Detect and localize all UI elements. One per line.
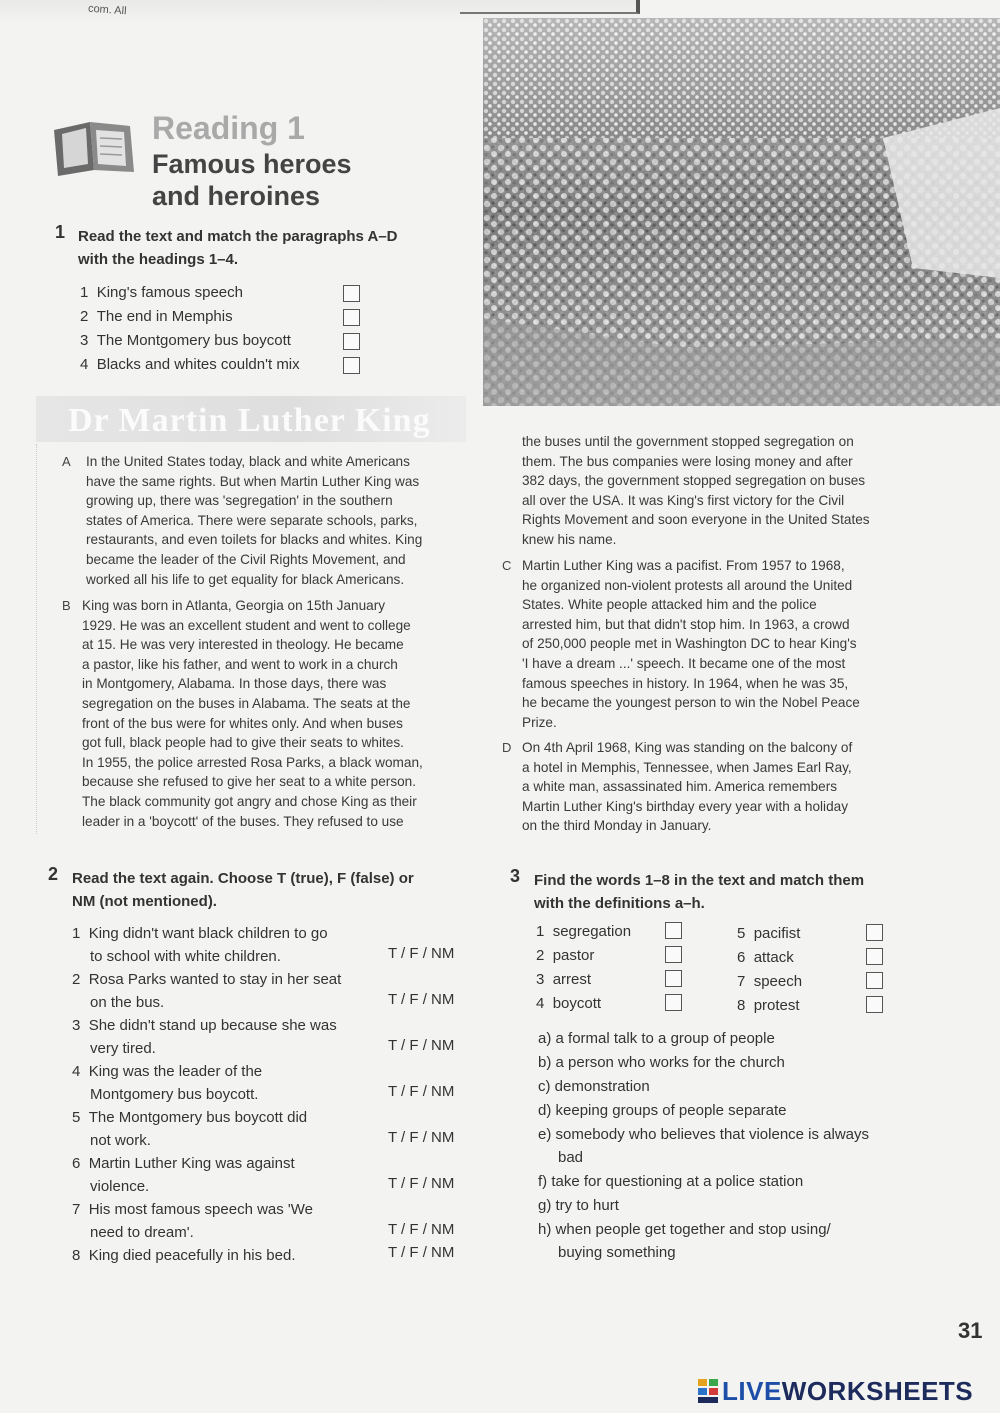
paragraph-line: 1929. He was an excellent student and went to college [82, 617, 411, 633]
exercise-2-instruction-line-2: NM (not mentioned). [72, 893, 217, 910]
answer-box[interactable] [665, 994, 682, 1011]
logo-prefix: LIVE [722, 1375, 782, 1406]
crowd-photo-graphic [483, 18, 1000, 406]
paragraph-a [86, 452, 476, 589]
paragraph-letter: C [502, 558, 512, 573]
page-number: 31 [958, 1318, 983, 1343]
item-text: Blacks and whites couldn't mix [96, 356, 300, 373]
exercise-2-number: 2 [48, 864, 59, 884]
answer-box[interactable] [343, 333, 360, 350]
definition-text: take for questioning at a police station [551, 1173, 804, 1190]
item-text-cont: to school with white children. [90, 948, 281, 965]
paragraph-letter: D [502, 740, 512, 755]
definition-item [538, 1123, 938, 1169]
top-url-fragment: com. All [87, 2, 127, 18]
item-text-cont: need to dream'. [90, 1224, 194, 1241]
answer-box[interactable] [665, 946, 682, 963]
logo-suffix: WORKSHEETS [781, 1375, 974, 1406]
scan-edge-line [460, 0, 640, 14]
paragraph-c [522, 556, 922, 732]
exercise-1-number: 1 [55, 222, 66, 242]
paragraph-line: arrested him, but that didn't stop him. In 1963, a crowd [522, 616, 850, 632]
item-number: 3 [72, 1017, 81, 1034]
answer-box[interactable] [866, 948, 883, 965]
item-text-cont: Montgomery bus boycott. [90, 1086, 259, 1103]
word: pastor [552, 947, 595, 964]
tf-options[interactable]: T / F / NM [388, 1129, 455, 1146]
title-line-2: and heroines [152, 181, 321, 211]
item-number: 5 [72, 1109, 81, 1126]
answer-box[interactable] [665, 922, 682, 939]
exercise-1-item [80, 284, 243, 301]
definition-text: a formal talk to a group of people [555, 1030, 775, 1047]
word: attack [753, 949, 794, 966]
definition-letter: d) [538, 1102, 552, 1119]
paragraph-letter: B [62, 598, 71, 613]
exercise-1-instruction [78, 225, 398, 271]
paragraph-letter: A [62, 454, 71, 469]
paragraph-line: Martin Luther King was a pacifist. From 1957 to 1968, [522, 558, 845, 573]
word-item [536, 995, 601, 1012]
word-item [737, 925, 800, 942]
exercise-3-number: 3 [510, 866, 521, 886]
definition-letter: a) [538, 1030, 552, 1047]
paragraph-line: them. The bus companies were losing money and after [522, 453, 853, 469]
paragraph-line: states of America. There were separate schools, parks, [86, 512, 418, 528]
paragraph-line: he organized non-violent protests all around the United [522, 577, 853, 593]
definition-item [538, 1170, 938, 1193]
paragraph-line: In the United States today, black and white Americans [86, 454, 410, 469]
paragraph-line: On 4th April 1968, King was standing on the balcony of [522, 740, 853, 755]
definition-text: a person who works for the church [555, 1054, 785, 1071]
item-text-cont: not work. [90, 1132, 151, 1149]
item-text: She didn't stand up because she was [88, 1017, 337, 1034]
definition-letter: g) [538, 1197, 552, 1214]
exercise-3-instruction-line-1: Find the words 1–8 in the text and match them [534, 872, 865, 889]
tf-options[interactable]: T / F / NM [388, 1221, 455, 1238]
exercise-1-item [80, 308, 233, 325]
exercise-1-item [80, 332, 291, 349]
word-item [536, 923, 631, 940]
liveworksheets-logo [698, 1376, 973, 1406]
tf-item [72, 1152, 295, 1198]
paragraph-line: on the third Monday in January. [522, 818, 712, 834]
definition-letter: b) [538, 1054, 552, 1071]
item-number: 6 [737, 949, 746, 966]
item-number: 7 [737, 973, 746, 990]
exercise-1-instruction-line-1: Read the text and match the paragraphs A–D [78, 228, 398, 245]
definition-text-cont: buying something [558, 1244, 676, 1261]
tf-options[interactable]: T / F / NM [388, 1244, 455, 1261]
definition-letter: h) [538, 1221, 552, 1238]
word-item [737, 997, 800, 1014]
title-line-1: Famous heroes [152, 149, 352, 179]
item-number: 2 [80, 308, 89, 325]
item-text-cont: on the bus. [90, 994, 165, 1011]
paragraph-line: States. White people attacked him and the police [522, 597, 817, 613]
answer-box[interactable] [343, 357, 360, 374]
item-number: 8 [737, 997, 746, 1014]
definition-item [538, 1194, 938, 1217]
logo-icon [698, 1379, 718, 1403]
paragraph-line: all over the USA. It was King's first victory for the Civil [522, 492, 845, 508]
tf-item [72, 1244, 296, 1267]
paragraph-b [82, 596, 476, 831]
paragraph-line: 'I have a dream ...' speech. It became one of the most [522, 655, 846, 671]
definition-item [538, 1099, 938, 1122]
exercise-2-instruction-line-1: Read the text again. Choose T (true), F (false) or [72, 870, 414, 887]
word-item [737, 973, 802, 990]
tf-options[interactable]: T / F / NM [388, 991, 455, 1008]
exercise-3-instruction [534, 869, 864, 915]
exercise-1-instruction-line-2: with the headings 1–4. [78, 251, 239, 268]
answer-box[interactable] [866, 924, 883, 941]
crowd-photo [483, 18, 1000, 406]
logo-text [722, 1376, 973, 1407]
paragraph-line: front of the bus were for whites only. And when buses [82, 715, 403, 731]
margin-rule [36, 444, 44, 834]
item-text-cont: violence. [90, 1178, 150, 1195]
item-number: 1 [72, 925, 81, 942]
item-text: Martin Luther King was against [88, 1155, 295, 1172]
paragraph-line: a pastor, like his father, and went to work in a church [82, 656, 398, 672]
tf-item [72, 1106, 307, 1152]
word: protest [753, 997, 800, 1014]
word: arrest [552, 971, 592, 988]
word: speech [753, 973, 803, 990]
paragraph-line: restaurants, and even toilets for blacks and whites. King [86, 532, 423, 548]
tf-item [72, 1014, 337, 1060]
item-number: 4 [536, 995, 545, 1012]
paragraph-line: got full, black people had to give their seats to whites. [82, 735, 404, 751]
tf-item [72, 1198, 313, 1244]
paragraph-line: 382 days, the government stopped segregation on buses [522, 473, 866, 489]
paragraph-line: he became the youngest person to win the Nobel Peace [522, 695, 860, 711]
tf-options[interactable]: T / F / NM [388, 1037, 455, 1054]
item-number: 1 [536, 923, 545, 940]
item-text: King didn't want black children to go [88, 925, 328, 942]
paragraph-line: Prize. [522, 714, 557, 730]
paragraph-line: of 250,000 people met in Washington DC to hear King's [522, 636, 857, 652]
answer-box[interactable] [343, 285, 360, 302]
word: boycott [552, 995, 602, 1012]
item-number: 2 [536, 947, 545, 964]
tf-item [72, 968, 341, 1014]
item-text: King died peacefully in his bed. [88, 1247, 296, 1264]
item-text: The Montgomery bus boycott did [88, 1109, 308, 1126]
definition-item [538, 1051, 938, 1074]
paragraph-line: famous speeches in history. In 1964, when he was 35, [522, 675, 849, 691]
exercise-1-item [80, 356, 300, 373]
answer-box[interactable] [866, 996, 883, 1013]
definition-text: try to hurt [555, 1197, 619, 1214]
item-number: 4 [72, 1063, 81, 1080]
tf-item [72, 922, 328, 968]
paragraph-line: the buses until the government stopped segregation on [522, 434, 854, 449]
definition-item [538, 1218, 938, 1264]
tf-options[interactable]: T / F / NM [388, 1175, 455, 1192]
item-text: His most famous speech was 'We [88, 1201, 314, 1218]
paragraph-d [522, 738, 922, 836]
paragraph-line: a white man, assassinated him. America remembers [522, 779, 838, 795]
answer-box[interactable] [343, 309, 360, 326]
item-number: 3 [80, 332, 89, 349]
item-number: 1 [80, 284, 89, 301]
page-title [152, 148, 452, 212]
definition-item [538, 1075, 938, 1098]
paragraph-line: Rights Movement and soon everyone in the United States [522, 512, 870, 528]
item-text: The end in Memphis [96, 308, 233, 325]
paragraph-line: because she refused to give her seat to a white person. [82, 774, 417, 790]
paragraph-line: have the same rights. But when Martin Luther King was [86, 473, 420, 489]
paragraph-line: The black community got angry and chose King as their [82, 793, 417, 809]
paragraph-line: worked all his life to get equality for black Americans. [86, 571, 405, 587]
item-number: 6 [72, 1155, 81, 1172]
item-number: 2 [72, 971, 81, 988]
paragraph-line: growing up, there was 'segregation' in the southern [86, 493, 393, 509]
definition-text-cont: bad [558, 1149, 584, 1166]
word-item [536, 947, 594, 964]
paragraph-line: at 15. He was very interested in theology. He became [82, 637, 404, 653]
definition-text: when people get together and stop using/ [555, 1221, 831, 1238]
definition-text: somebody who believes that violence is always [555, 1126, 870, 1143]
word-item [737, 949, 794, 966]
exercise-2-instruction [72, 867, 414, 913]
word-item [536, 971, 591, 988]
word: segregation [552, 923, 632, 940]
definition-item [538, 1027, 938, 1050]
paragraph-b-continued [522, 432, 922, 550]
item-number: 4 [80, 356, 89, 373]
paragraph-line: knew his name. [522, 531, 617, 547]
paragraph-line: became the leader of the Civil Rights Movement, and [86, 551, 406, 567]
definition-text: demonstration [554, 1078, 650, 1095]
article-title: Dr Martin Luther King [68, 402, 431, 439]
paragraph-line: Martin Luther King's birthday every year with a holiday [522, 798, 848, 814]
item-number: 8 [72, 1247, 81, 1264]
item-text: King was the leader of the [88, 1063, 263, 1080]
paragraph-line: King was born in Atlanta, Georgia on 15th January [82, 598, 386, 613]
answer-box[interactable] [665, 970, 682, 987]
definitions-list [538, 1027, 938, 1264]
paragraph-line: In 1955, the police arrested Rosa Parks, a black woman, [82, 754, 423, 770]
tf-options[interactable]: T / F / NM [388, 945, 455, 962]
item-number: 5 [737, 925, 746, 942]
paragraph-line: segregation on the buses in Alabama. The seats at the [82, 695, 411, 711]
item-number: 3 [536, 971, 545, 988]
paragraph-line: a hotel in Memphis, Tennessee, when James Earl Ray, [522, 759, 852, 775]
item-text: The Montgomery bus boycott [96, 332, 291, 349]
reading-label: Reading 1 [152, 110, 305, 146]
exercise-3-instruction-line-2: with the definitions a–h. [534, 895, 705, 912]
tf-options[interactable]: T / F / NM [388, 1083, 455, 1100]
paragraph-line: leader in a 'boycott' of the buses. They refused to use [82, 813, 404, 829]
item-text: King's famous speech [96, 284, 243, 301]
answer-box[interactable] [866, 972, 883, 989]
word: pacifist [753, 925, 801, 942]
definition-text: keeping groups of people separate [555, 1102, 787, 1119]
definition-letter: f) [538, 1173, 548, 1190]
item-text-cont: very tired. [90, 1040, 156, 1057]
definition-letter: e) [538, 1126, 552, 1143]
paragraph-line: in Montgomery, Alabama. In those days, there was [82, 676, 387, 692]
tf-item [72, 1060, 262, 1106]
definition-letter: c) [538, 1078, 551, 1095]
item-text: Rosa Parks wanted to stay in her seat [88, 971, 342, 988]
book-icon [50, 116, 138, 178]
item-number: 7 [72, 1201, 81, 1218]
